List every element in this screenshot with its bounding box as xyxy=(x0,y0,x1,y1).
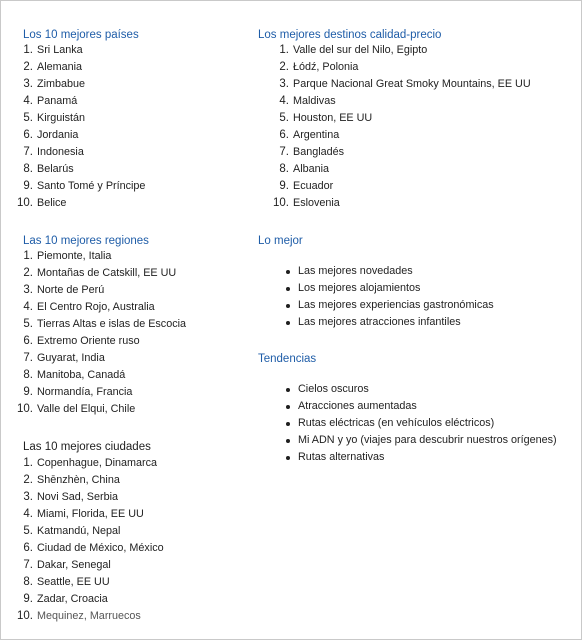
list-item-label: Santo Tomé y Príncipe xyxy=(37,180,146,192)
list-item-label: Kirguistán xyxy=(37,112,86,124)
list-number: 8. xyxy=(279,163,289,175)
list-item xyxy=(257,144,531,161)
list-number: 6. xyxy=(279,129,289,141)
list-number: 1. xyxy=(23,250,33,262)
list-item-label: Tierras Altas e islas de Escocia xyxy=(37,318,187,330)
list-number: 4. xyxy=(23,301,33,313)
list-number: 5. xyxy=(23,318,33,330)
trends-heading: Tendencias xyxy=(258,353,317,365)
list-number: 9. xyxy=(23,593,33,605)
list-number: 8. xyxy=(23,163,33,175)
list-item xyxy=(1,506,164,523)
list-item-label: Bangladés xyxy=(293,146,345,158)
list-item-label: Guyarat, India xyxy=(37,352,105,364)
list-number: 6. xyxy=(23,129,33,141)
list-item xyxy=(1,178,145,195)
list-number: 3. xyxy=(279,78,289,90)
bullet-icon xyxy=(286,405,290,409)
list-item xyxy=(257,110,531,127)
list-item-label: Parque Nacional Great Smoky Mountains, EE UU xyxy=(293,78,531,90)
list-number: 1. xyxy=(23,44,33,56)
list-item-label: Atracciones aumentadas xyxy=(298,400,417,412)
list-item xyxy=(1,265,186,282)
list-item-label: Albania xyxy=(293,163,330,175)
bullet-icon xyxy=(286,456,290,460)
list-item xyxy=(1,59,145,76)
list-item-label: Jordania xyxy=(37,129,79,141)
list-number: 9. xyxy=(23,180,33,192)
list-item-label: Valle del sur del Nilo, Egipto xyxy=(293,44,428,56)
list-number: 5. xyxy=(23,525,33,537)
list-item-label: Mi ADN y yo (viajes para descubrir nuestros orígenes) xyxy=(298,434,557,446)
list-number: 1. xyxy=(279,44,289,56)
list-item xyxy=(257,195,531,212)
list-item xyxy=(257,93,531,110)
list-number: 10. xyxy=(17,403,33,415)
list-item xyxy=(257,76,531,93)
list-item-label: Rutas alternativas xyxy=(298,451,385,463)
list-number: 9. xyxy=(23,386,33,398)
list-number: 5. xyxy=(279,112,289,124)
list-item-label: Sri Lanka xyxy=(37,44,83,56)
list-item xyxy=(1,472,164,489)
list-item xyxy=(258,398,558,415)
list-item-label: Normandía, Francia xyxy=(37,386,133,398)
countries-heading: Los 10 mejores países xyxy=(23,29,139,41)
countries-list xyxy=(1,42,145,212)
list-number: 10. xyxy=(17,610,33,622)
list-item xyxy=(1,316,186,333)
list-item xyxy=(258,263,558,280)
list-item xyxy=(1,144,145,161)
list-number: 9. xyxy=(279,180,289,192)
list-item xyxy=(258,415,558,432)
list-item xyxy=(1,540,164,557)
best-list xyxy=(258,263,558,331)
list-number: 6. xyxy=(23,542,33,554)
bullet-icon xyxy=(286,388,290,392)
list-item-label: Extremo Oriente ruso xyxy=(37,335,140,347)
list-item xyxy=(257,161,531,178)
list-item-label: Miami, Florida, EE UU xyxy=(37,508,144,520)
list-item-label: Alemania xyxy=(37,61,83,73)
list-item xyxy=(1,248,186,265)
list-item xyxy=(258,314,558,331)
bullet-icon xyxy=(286,270,290,274)
list-number: 8. xyxy=(23,576,33,588)
list-item xyxy=(1,384,186,401)
list-item-label: Los mejores alojamientos xyxy=(298,282,421,294)
list-number: 8. xyxy=(23,369,33,381)
list-number: 7. xyxy=(279,146,289,158)
list-number: 2. xyxy=(23,474,33,486)
list-item xyxy=(1,299,186,316)
value-destinations-heading: Los mejores destinos calidad-precio xyxy=(258,29,442,41)
regions-list xyxy=(1,248,186,418)
list-number: 2. xyxy=(23,61,33,73)
list-item xyxy=(1,333,186,350)
list-item xyxy=(1,76,145,93)
list-item xyxy=(1,523,164,540)
list-number: 10. xyxy=(273,197,289,209)
list-item-label: Maldivas xyxy=(293,95,336,107)
list-item xyxy=(1,195,145,212)
trends-list xyxy=(258,381,558,466)
list-item xyxy=(258,449,558,466)
list-item-label: Panamá xyxy=(37,95,78,107)
list-number: 2. xyxy=(279,61,289,73)
list-item-label: Las mejores novedades xyxy=(298,265,413,277)
list-item-label: Katmandú, Nepal xyxy=(37,525,121,537)
list-item-label: Zadar, Croacia xyxy=(37,593,108,605)
value-destinations-list xyxy=(257,42,531,212)
list-number: 4. xyxy=(23,95,33,107)
list-item-label: Belice xyxy=(37,197,67,209)
list-item-label: Rutas eléctricas (en vehículos eléctricos) xyxy=(298,417,495,429)
list-item-label: Eslovenia xyxy=(293,197,340,209)
bullet-icon xyxy=(286,439,290,443)
list-item xyxy=(258,381,558,398)
list-item xyxy=(258,280,558,297)
list-item xyxy=(257,178,531,195)
list-item xyxy=(258,297,558,314)
list-item xyxy=(1,455,164,472)
list-item-label: Las mejores experiencias gastronómicas xyxy=(298,299,494,311)
list-item xyxy=(1,350,186,367)
list-item xyxy=(1,367,186,384)
bullet-icon xyxy=(286,321,290,325)
cities-list xyxy=(1,455,164,625)
list-item-label: Montañas de Catskill, EE UU xyxy=(37,267,177,279)
list-item xyxy=(1,489,164,506)
list-item xyxy=(257,59,531,76)
list-number: 1. xyxy=(23,457,33,469)
list-item xyxy=(258,432,558,449)
list-item-label: Argentina xyxy=(293,129,340,141)
list-item-label: Piemonte, Italia xyxy=(37,250,112,262)
bullet-icon xyxy=(286,287,290,291)
list-item-label: Manitoba, Canadá xyxy=(37,369,126,381)
list-item xyxy=(1,161,145,178)
list-item-label: Valle del Elqui, Chile xyxy=(37,403,136,415)
list-item-label: Indonesia xyxy=(37,146,84,158)
list-item xyxy=(257,42,531,59)
list-number: 3. xyxy=(23,78,33,90)
list-item-label: Houston, EE UU xyxy=(293,112,373,124)
list-number: 7. xyxy=(23,352,33,364)
list-item-label: Cielos oscuros xyxy=(298,383,369,395)
list-number: 3. xyxy=(23,491,33,503)
list-item xyxy=(1,282,186,299)
list-item-label: Shēnzhèn, China xyxy=(37,474,120,486)
cities-heading: Las 10 mejores ciudades xyxy=(23,441,151,453)
best-heading: Lo mejor xyxy=(258,235,303,247)
list-item-label: El Centro Rojo, Australia xyxy=(37,301,155,313)
list-number: 5. xyxy=(23,112,33,124)
list-item-label: Belarús xyxy=(37,163,74,175)
list-item xyxy=(1,574,164,591)
list-item-label: Dakar, Senegal xyxy=(37,559,111,571)
list-item xyxy=(1,110,145,127)
list-item xyxy=(1,557,164,574)
list-number: 2. xyxy=(23,267,33,279)
list-number: 7. xyxy=(23,146,33,158)
list-number: 10. xyxy=(17,197,33,209)
list-item xyxy=(1,42,145,59)
list-item-label: Norte de Perú xyxy=(37,284,105,296)
list-item xyxy=(1,127,145,144)
list-item xyxy=(257,127,531,144)
list-item-label: Mequinez, Marruecos xyxy=(37,610,141,622)
list-number: 4. xyxy=(279,95,289,107)
list-number: 6. xyxy=(23,335,33,347)
list-item-label: Seattle, EE UU xyxy=(37,576,110,588)
list-item xyxy=(1,401,186,418)
list-item-label: Ecuador xyxy=(293,180,334,192)
bullet-icon xyxy=(286,422,290,426)
list-number: 4. xyxy=(23,508,33,520)
list-item-label: Łódź, Polonia xyxy=(293,61,359,73)
list-number: 7. xyxy=(23,559,33,571)
list-number: 3. xyxy=(23,284,33,296)
regions-heading: Las 10 mejores regiones xyxy=(23,235,149,247)
list-item-label: Ciudad de México, México xyxy=(37,542,164,554)
list-item xyxy=(1,93,145,110)
list-item-label: Copenhague, Dinamarca xyxy=(37,457,158,469)
list-item xyxy=(1,608,164,625)
list-item-label: Las mejores atracciones infantiles xyxy=(298,316,461,328)
list-item-label: Zimbabue xyxy=(37,78,86,90)
list-item-label: Novi Sad, Serbia xyxy=(37,491,119,503)
bullet-icon xyxy=(286,304,290,308)
list-item xyxy=(1,591,164,608)
